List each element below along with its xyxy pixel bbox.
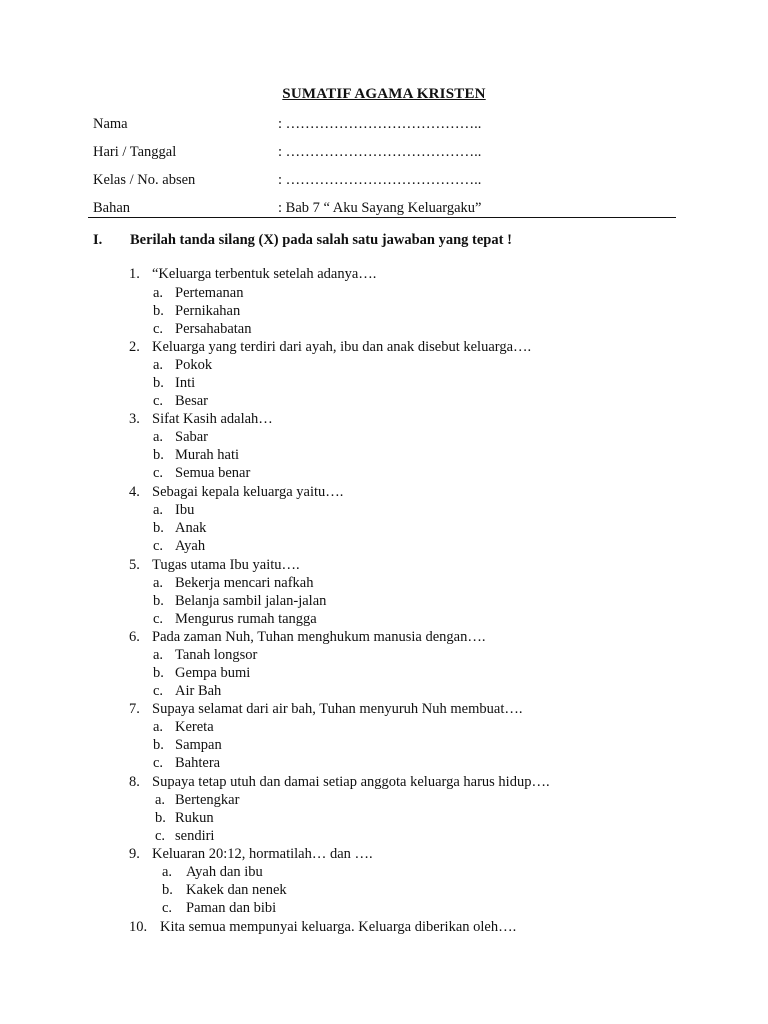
option-text: Rukun xyxy=(175,810,214,826)
info-label: Kelas / No. absen xyxy=(93,172,196,188)
info-label: Hari / Tanggal xyxy=(93,144,177,160)
option-text: Semua benar xyxy=(175,465,251,481)
option-letter: b. xyxy=(153,737,164,753)
option-letter: c. xyxy=(153,321,164,337)
option-letter: a. xyxy=(153,429,164,445)
question-number: 6. xyxy=(129,629,140,645)
question-text: Supaya tetap utuh dan damai setiap anggota keluarga harus hidup…. xyxy=(152,774,550,790)
option-letter: a. xyxy=(153,285,164,301)
option-text: Ayah xyxy=(175,538,206,554)
option-text: Gempa bumi xyxy=(175,665,251,681)
question-number: 2. xyxy=(129,339,140,355)
option-letter: c. xyxy=(153,755,164,771)
question-text: Tugas utama Ibu yaitu…. xyxy=(152,557,300,573)
option-letter: b. xyxy=(155,810,166,826)
option-letter: a. xyxy=(162,864,173,880)
option-text: sendiri xyxy=(175,828,215,844)
option-text: Ibu xyxy=(175,502,195,518)
option-text: Besar xyxy=(175,393,209,409)
question-text: Sifat Kasih adalah… xyxy=(152,411,273,427)
option-text: Pernikahan xyxy=(175,303,241,319)
option-letter: a. xyxy=(153,647,164,663)
question-text: Kita semua mempunyai keluarga. Keluarga diberikan oleh…. xyxy=(160,919,517,935)
option-letter: a. xyxy=(153,357,164,373)
question-number: 3. xyxy=(129,411,140,427)
option-letter: c. xyxy=(153,611,164,627)
option-text: Anak xyxy=(175,520,207,536)
option-text: Tanah longsor xyxy=(175,647,258,663)
option-text: Sabar xyxy=(175,429,209,445)
question-number: 10. xyxy=(129,919,148,935)
question-number: 9. xyxy=(129,846,140,862)
question-number: 8. xyxy=(129,774,140,790)
option-letter: c. xyxy=(153,465,164,481)
info-label: Bahan xyxy=(93,200,131,216)
option-text: Inti xyxy=(175,375,196,391)
option-text: Belanja sambil jalan-jalan xyxy=(175,593,327,609)
question-text: “Keluarga terbentuk setelah adanya…. xyxy=(152,266,377,282)
worksheet-title: SUMATIF AGAMA KRISTEN xyxy=(282,86,486,102)
info-label: Nama xyxy=(93,116,128,132)
question-text: Pada zaman Nuh, Tuhan menghukum manusia dengan…. xyxy=(152,629,486,645)
question-text: Sebagai kepala keluarga yaitu…. xyxy=(152,484,344,500)
info-value: : ………………………………….. xyxy=(278,144,482,160)
option-text: Bahtera xyxy=(175,755,221,771)
info-value: : Bab 7 “ Aku Sayang Keluargaku” xyxy=(278,200,482,216)
option-text: Bekerja mencari nafkah xyxy=(175,575,314,591)
option-text: Kereta xyxy=(175,719,214,735)
section-instruction: Berilah tanda silang (X) pada salah satu jawaban yang tepat ! xyxy=(130,232,512,248)
option-letter: b. xyxy=(153,375,164,391)
info-value: : ………………………………….. xyxy=(278,172,482,188)
option-letter: c. xyxy=(153,393,164,409)
option-letter: b. xyxy=(162,882,173,898)
section-number: I. xyxy=(93,232,103,248)
question-text: Keluaran 20:12, hormatilah… dan …. xyxy=(152,846,373,862)
option-letter: c. xyxy=(155,828,166,844)
option-text: Murah hati xyxy=(175,447,240,463)
question-number: 4. xyxy=(129,484,140,500)
option-text: Pertemanan xyxy=(175,285,244,301)
question-number: 1. xyxy=(129,266,140,282)
option-text: Sampan xyxy=(175,737,222,753)
option-letter: a. xyxy=(153,719,164,735)
option-letter: b. xyxy=(153,520,164,536)
option-letter: b. xyxy=(153,665,164,681)
option-letter: c. xyxy=(153,538,164,554)
option-letter: c. xyxy=(162,900,173,916)
option-text: Paman dan bibi xyxy=(186,900,277,916)
info-value: : ………………………………….. xyxy=(278,116,482,132)
header-divider xyxy=(88,217,676,218)
option-text: Persahabatan xyxy=(175,321,252,337)
question-text: Supaya selamat dari air bah, Tuhan menyuruh Nuh membuat…. xyxy=(152,701,523,717)
option-letter: a. xyxy=(153,502,164,518)
option-letter: b. xyxy=(153,593,164,609)
option-text: Ayah dan ibu xyxy=(186,864,263,880)
option-letter: b. xyxy=(153,447,164,463)
option-text: Air Bah xyxy=(175,683,222,699)
question-text: Keluarga yang terdiri dari ayah, ibu dan anak disebut keluarga…. xyxy=(152,339,532,355)
question-number: 7. xyxy=(129,701,140,717)
option-text: Bertengkar xyxy=(175,792,240,808)
option-letter: c. xyxy=(153,683,164,699)
option-letter: a. xyxy=(155,792,166,808)
option-text: Kakek dan nenek xyxy=(186,882,287,898)
question-number: 5. xyxy=(129,557,140,573)
option-letter: b. xyxy=(153,303,164,319)
option-text: Mengurus rumah tangga xyxy=(175,611,317,627)
option-text: Pokok xyxy=(175,357,213,373)
option-letter: a. xyxy=(153,575,164,591)
